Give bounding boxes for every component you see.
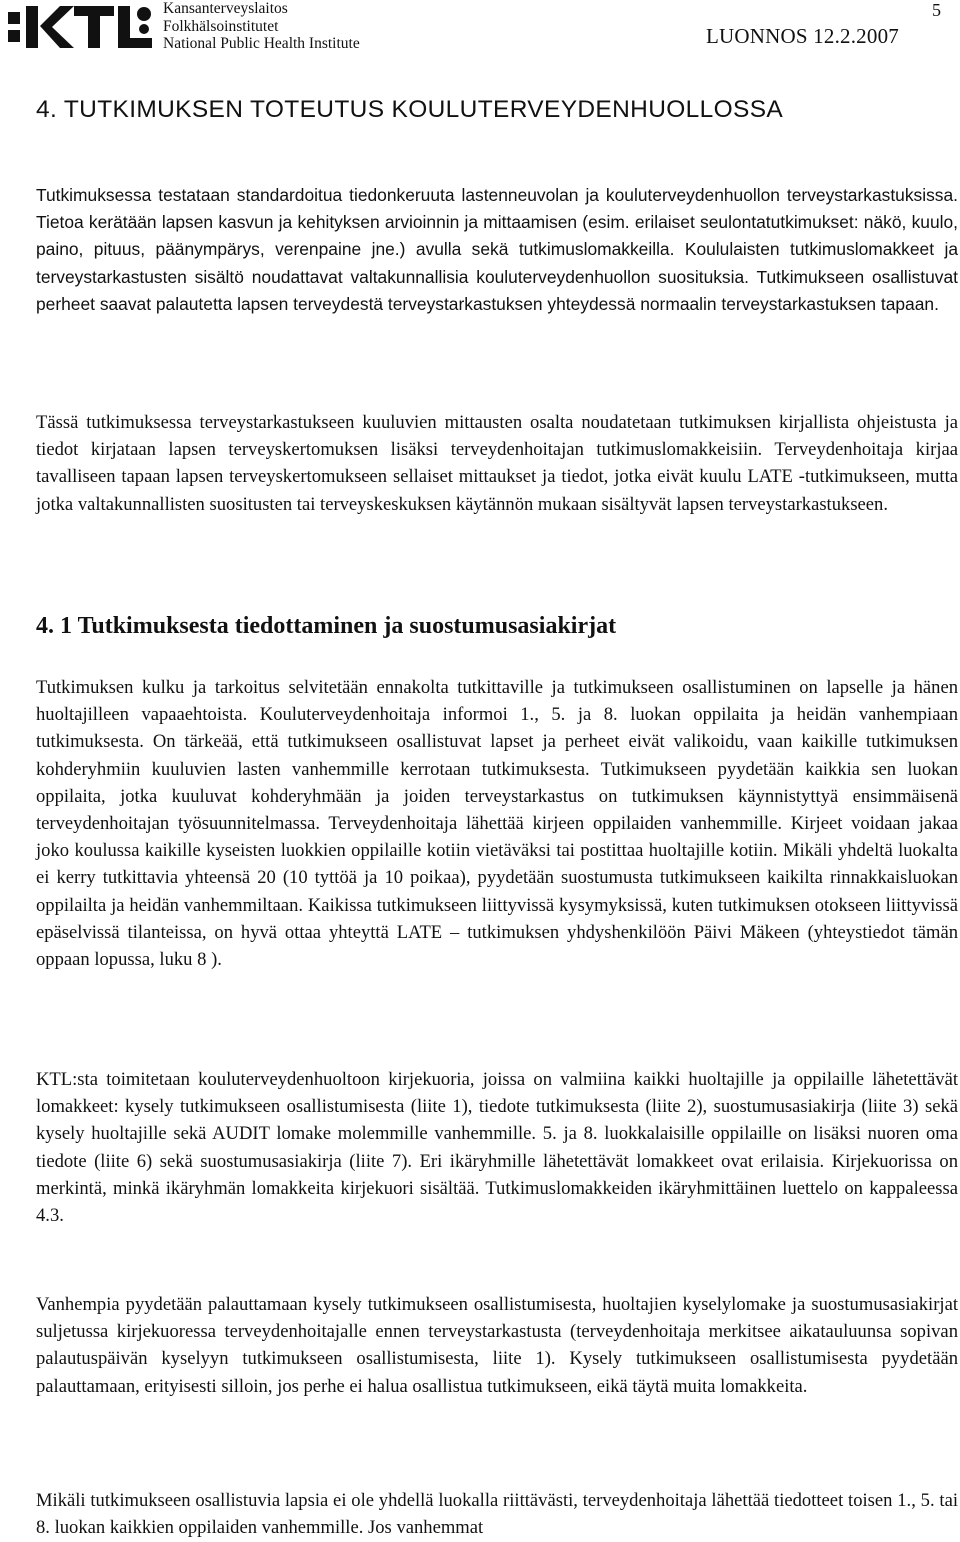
paragraph-intro: Tutkimuksessa testataan standardoitua tiedonkeruuta lastenneuvolan ja kouluterveydenhuollon terveystarkastuksissa. Tietoa kerätään lapsen kasvun ja kehityksen arvioinnin ja mittaamisen (esim. erilaiset seulontatutkimukset: näkö, kuulo, paino, pituus, päänympärys, verenpaine jne.) avulla sekä tutkimuslomakkeilla. Koululaisten tutkimuslomakkeet ja terveystarkastusten sisältö noudattavat valtakunnallisia kouluterveydenhuollon suosituksia. Tutkimukseen osallistuvat perheet saavat palautetta lapsen terveydestä terveystarkastuksen yhteydessä normaalin terveystarkastuksen tapaan. [36,185,958,314]
organization-name [163,0,360,53]
paragraph-insufficient: Mikäli tutkimukseen osallistuvia lapsia ei ole yhdellä luokalla riittävästi, terveydenhoitaja lähettää tiedotteet toisen 1., 5. tai 8. luokan kaikkien oppilaiden vanhemmille. Jos vanhemmat [36,1490,958,1539]
page-number: 5 [932,0,941,20]
page-header [0,0,960,60]
draft-label: LUONNOS 12.2.2007 [706,24,899,48]
paragraph-informing: Tutkimuksen kulku ja tarkoitus selvitetään ennakolta tutkittaville ja tutkimukseen osallistuminen on lapselle ja hänen huoltajilleen vapaaehtoista. Kouluterveydenhoitaja informoi 1., 5. ja 8. luokan oppilaita ja heidän vanhempiaan tutkimuksesta. On tärkeää, että tutkimukseen osallistuvat lapset ja perheet eivät valikoidu, vaan kaikille tutkimuksen kohderyhmiin kuuluvien lasten vanhemmille kerrotaan tutkimuksesta. Tutkimukseen pyydetään kaikkia sen luokan oppilaita, jotka kuuluvat kohderyhmään ja joiden terveystarkastus on tutkimuksen käynnistyttyä ensimmäisenä terveydenhoitajan työsuunnitelmassa. Terveydenhoitaja lähettää kirjeen oppilaiden vanhemmille. Kirjeet voidaan jakaa joko koulussa kaikille kyseisten luokkien oppilaille kotiin vietäväksi tai postittaa huoltajille kotiin. Mikäli yhdeltä luokalta ei kerry tutkittavia yhteensä 20 (10 tyttöä ja 10 poikaa), pyydetään suostumusta tutkimukseen kaikilta rinnakkaisluokan oppilailta ja heidän vanhemmiltaan. Kaikissa tutkimukseen liittyvissä kysymyksissä, kuten tutkimuksen otokseen liittyvissä epäselvissä tilanteissa, on hyvä ottaa yhteyttä LATE – tutkimuksen yhdyshenkilöön Päivi Mäkeen (yhteystiedot tämän oppaan lopussa, luku 8 ). [36,677,958,971]
org-name-en: National Public Health Institute [163,35,360,52]
ktl-logo [6,4,156,50]
org-name-sv: Folkhälsoinstitutet [163,17,279,35]
paragraph-returning: Vanhempia pyydetään palauttamaan kysely tutkimukseen osallistumisesta, huoltajien kyselylomake ja suostumusasiakirjat suljetussa kirjekuoressa terveydenhoitajalle ennen terveystarkastusta (terveydenhoitaja merkitsee aikatauluunsa sopivan palautuspäivän kyselyyn tutkimukseen osallistumisesta, liite 1). Kysely tutkimukseen osallistumisesta pyydetään palauttamaan, erityisesti silloin, jos perhe ei halua osallistua tutkimukseen, eikä täytä muita lomakkeita. [36,1294,958,1397]
section-title: 4. 1 Tutkimuksesta tiedottaminen ja suostumusasiakirjat [36,613,617,639]
org-name-fi: Kansanterveyslaitos [163,0,288,17]
chapter-title: 4. TUTKIMUKSEN TOTEUTUS KOULUTERVEYDENHUOLLOSSA [36,96,784,123]
paragraph-envelopes: KTL:sta toimitetaan kouluterveydenhuoltoon kirjekuoria, joissa on valmiina kaikki huoltajille ja oppilaille lähetettävät lomakkeet: kysely tutkimukseen osallistumisesta (liite 1), tiedote tutkimuksesta (liite 2), suostumusasiakirja (liite 3) sekä kysely huoltajille sekä AUDIT lomake molemmille vanhemmille. 5. ja 8. luokkalaisille oppilaille on lisäksi nuoren oma tiedote (liite 6) sekä suostumusasiakirja (liite 7). Eri ikäryhmille lähetettävät lomakkeet ovat erilaisia. Kirjekuorissa on merkintä, minkä ikäryhmän lomakkeita kirjekuori sisältää. Tutkimuslomakkeiden ikäryhmittäinen luettelo on kappaleessa 4.3. [36,1069,958,1227]
paragraph-measurements: Tässä tutkimuksessa terveystarkastukseen kuuluvien mittausten osalta noudatetaan tutkimuksen kirjallista ohjeistusta ja tiedot kirjataan lapsen terveyskertomuksen lisäksi terveydenhoitajan tutkimuslomakkeisiin. Terveydenhoitaja kirjaa tavalliseen tapaan lapsen terveyskertomukseen sellaiset mittaukset ja tiedot, jotka eivät kuulu LATE -tutkimukseen, mutta jotka valtakunnallisten suositusten tai terveyskeskuksen käytännön mukaan sisältyvät lapsen terveystarkastukseen. [36,412,958,515]
